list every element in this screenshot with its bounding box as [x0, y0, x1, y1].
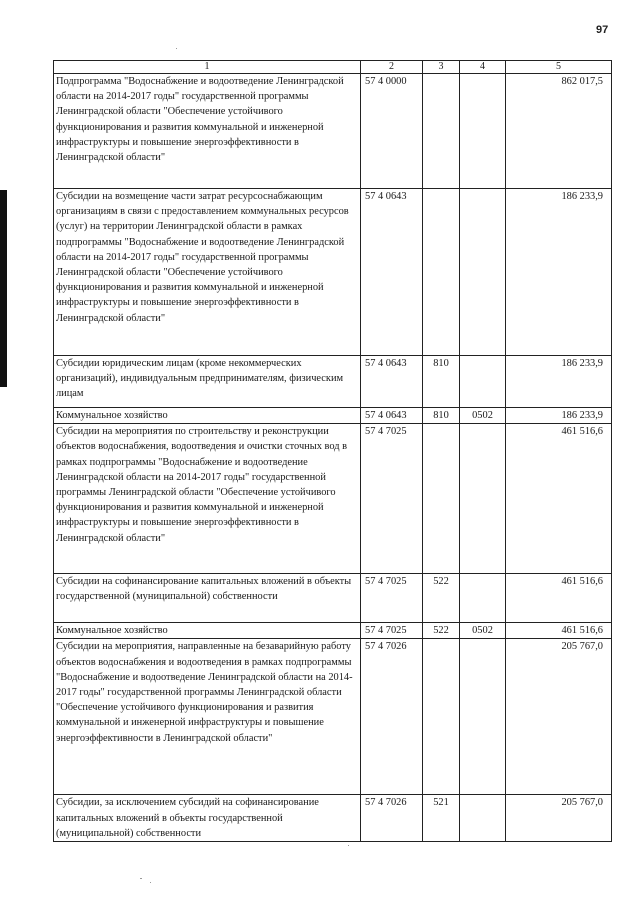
row-rz: 0502 — [460, 623, 506, 639]
row-rz — [460, 574, 506, 623]
row-code: 57 4 7025 — [361, 574, 423, 623]
scan-speck — [140, 878, 142, 879]
row-rz — [460, 74, 506, 189]
row-code: 57 4 7025 — [361, 424, 423, 574]
row-vr: 522 — [423, 623, 460, 639]
row-rz — [460, 639, 506, 795]
table-row — [54, 408, 612, 424]
row-amount: 186 233,9 — [506, 189, 612, 356]
row-vr: 522 — [423, 574, 460, 623]
table-row — [54, 639, 612, 795]
table-row — [54, 574, 612, 623]
row-code: 57 4 0643 — [361, 189, 423, 356]
row-rz — [460, 356, 506, 408]
row-amount: 205 767,0 — [506, 639, 612, 795]
row-vr: 810 — [423, 356, 460, 408]
col-header-3: 3 — [423, 61, 460, 74]
row-amount: 186 233,9 — [506, 408, 612, 424]
row-description: Субсидии на возмещение части затрат ресурсоснабжающим организациям в связи с предоставлением коммунальных ресурсов (услуг) на территории Ленинградской области в рамках подпрограммы "Водоснабжение и водоотведение Ленинградской области на 2014-2017 годы" государственной программы Ленинградской области "Обеспечение устойчивого функционирования и развития коммунальной и инженерной инфраструктуры и повышение энергоэффективности в Ленинградской области" — [54, 189, 361, 356]
row-vr — [423, 189, 460, 356]
row-description: Субсидии на мероприятия, направленные на безаварийную работу объектов водоснабжения и водоотведения в рамках подпрограммы "Водоснабжение и водоотведение Ленинградской области на 2014-2017 годы" государственной программы Ленинградской области "Обеспечение устойчивого функционирования и развития коммунальной и инженерной инфраструктуры и повышение энергоэффективности в Ленинградской области" — [54, 639, 361, 795]
row-vr: 810 — [423, 408, 460, 424]
row-code: 57 4 7026 — [361, 795, 423, 842]
col-header-2: 2 — [361, 61, 423, 74]
col-header-5: 5 — [506, 61, 612, 74]
table-row — [54, 795, 612, 842]
budget-table — [53, 60, 612, 842]
row-rz: 0502 — [460, 408, 506, 424]
row-amount: 461 516,6 — [506, 623, 612, 639]
row-amount: 862 017,5 — [506, 74, 612, 189]
row-code: 57 4 7025 — [361, 623, 423, 639]
row-description: Субсидии юридическим лицам (кроме некоммерческих организаций), индивидуальным предпринимателям, физическим лицам — [54, 356, 361, 408]
row-code: 57 4 7026 — [361, 639, 423, 795]
row-rz — [460, 424, 506, 574]
scan-speck — [176, 48, 177, 49]
row-description: Коммунальное хозяйство — [54, 623, 361, 639]
row-description: Коммунальное хозяйство — [54, 408, 361, 424]
row-vr — [423, 424, 460, 574]
page-number: 97 — [596, 24, 609, 36]
table-row — [54, 74, 612, 189]
header-row — [54, 61, 612, 74]
row-amount: 461 516,6 — [506, 574, 612, 623]
scan-speck — [150, 882, 151, 883]
row-amount: 186 233,9 — [506, 356, 612, 408]
row-description: Субсидии на мероприятия по строительству и реконструкции объектов водоснабжения, водоотведения и очистки сточных вод в рамках подпрограммы "Водоснабжение и водоотведение Ленинградской области на 2014-2017 годы" государственной программы Ленинградской области "Обеспечение устойчивого функционирования и развития коммунальной и инженерной инфраструктуры и повышение энергоэффективности в Ленинградской области" — [54, 424, 361, 574]
row-description: Подпрограмма "Водоснабжение и водоотведение Ленинградской области на 2014-2017 годы" государственной программы Ленинградской области "Обеспечение устойчивого функционирования и развития коммунальной и инженерной инфраструктуры и повышение энергоэффективности в Ленинградской области" — [54, 74, 361, 189]
row-description: Субсидии, за исключением субсидий на софинансирование капитальных вложений в объекты государственной (муниципальной) собственности — [54, 795, 361, 842]
row-vr — [423, 74, 460, 189]
row-amount: 461 516,6 — [506, 424, 612, 574]
col-header-1: 1 — [54, 61, 361, 74]
row-code: 57 4 0643 — [361, 408, 423, 424]
table-row — [54, 356, 612, 408]
col-header-4: 4 — [460, 61, 506, 74]
row-description: Субсидии на софинансирование капитальных вложений в объекты государственной (муниципальной) собственности — [54, 574, 361, 623]
row-vr: 521 — [423, 795, 460, 842]
table-row — [54, 424, 612, 574]
scan-edge-mark — [0, 190, 7, 387]
row-rz — [460, 189, 506, 356]
row-vr — [423, 639, 460, 795]
row-code: 57 4 0643 — [361, 356, 423, 408]
table-row — [54, 189, 612, 356]
row-code: 57 4 0000 — [361, 74, 423, 189]
row-amount: 205 767,0 — [506, 795, 612, 842]
scan-speck — [348, 845, 349, 846]
row-rz — [460, 795, 506, 842]
table-row — [54, 623, 612, 639]
